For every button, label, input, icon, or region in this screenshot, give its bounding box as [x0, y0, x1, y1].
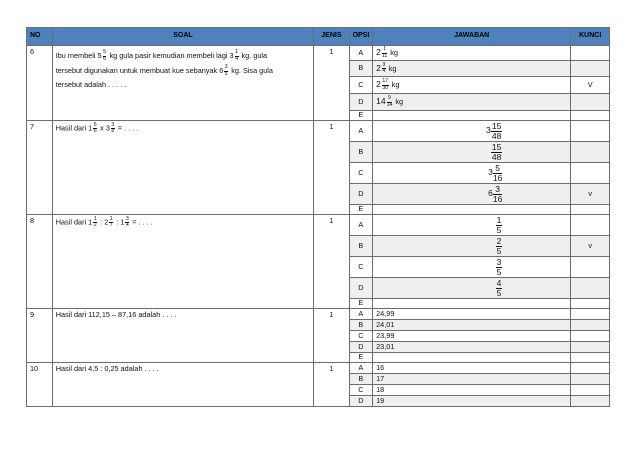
answer-key	[571, 353, 610, 363]
answer-key	[571, 257, 610, 278]
question-text: Hasil dari 112,15 – 87,16 adalah . . . .	[52, 309, 313, 363]
question-text: Ibu membeli 5 $\frac{5}{6}$ kg gula pasir kemudian membeli lagi 3 $\frac{1}{4}$ kg. gula tersebut digunakan untuk membuat kue sebanyak 6 $\frac{3}{5}$ kg. Sisa gula tersebut adalah . . . . .	[52, 46, 313, 121]
question-type: 1	[314, 215, 349, 309]
answer-key: V	[571, 77, 610, 94]
answer-key	[571, 61, 610, 77]
answer-cell: 14 $\frac{9}{14}$ kg	[373, 94, 571, 111]
option-label: D	[349, 184, 373, 205]
option-label: D	[349, 396, 373, 407]
answer-cell	[373, 353, 571, 363]
option-label: D	[349, 94, 373, 111]
table-row	[27, 121, 610, 142]
option-label: E	[349, 353, 373, 363]
header-opsi: OPSI	[349, 28, 373, 46]
question-type: 1	[314, 363, 349, 407]
question-type: 1	[314, 121, 349, 215]
option-label: A	[349, 363, 373, 374]
header-no: NO	[27, 28, 53, 46]
option-label: C	[349, 163, 373, 184]
answer-cell: 23,99	[373, 331, 571, 342]
answer-key	[571, 331, 610, 342]
option-label: A	[349, 215, 373, 236]
answer-cell: 19	[373, 396, 571, 407]
answer-cell	[373, 111, 571, 121]
option-label: B	[349, 320, 373, 331]
question-number: 9	[27, 309, 53, 363]
header-kunci: KUNCI	[571, 28, 610, 46]
option-label: C	[349, 257, 373, 278]
question-type: 1	[314, 46, 349, 121]
answer-key	[571, 320, 610, 331]
table-row	[27, 215, 610, 236]
answer-key	[571, 342, 610, 353]
answer-cell: 2 $\frac{3}{4}$ kg	[373, 61, 571, 77]
question-text: Hasil dari 4,5 : 0,25 adalah . . . .	[52, 363, 313, 407]
option-label: A	[349, 121, 373, 142]
answer-key	[571, 121, 610, 142]
option-label: E	[349, 205, 373, 215]
answer-key: v	[571, 236, 610, 257]
answer-cell	[373, 205, 571, 215]
answer-key	[571, 142, 610, 163]
answer-key	[571, 111, 610, 121]
answer-key	[571, 299, 610, 309]
answer-cell: 18	[373, 385, 571, 396]
header-soal: SOAL	[52, 28, 313, 46]
option-label: D	[349, 342, 373, 353]
table-row	[27, 309, 610, 320]
answer-cell: 24,99	[373, 309, 571, 320]
answer-cell: 3 5 16	[373, 163, 571, 184]
answer-key	[571, 309, 610, 320]
answer-cell: 3 15 48	[373, 121, 571, 142]
header-jenis: JENIS	[314, 28, 349, 46]
answer-key	[571, 46, 610, 61]
option-label: C	[349, 385, 373, 396]
answer-cell: 24,01	[373, 320, 571, 331]
option-label: C	[349, 331, 373, 342]
option-label: B	[349, 142, 373, 163]
answer-cell: 15 48	[373, 142, 571, 163]
question-table	[26, 27, 610, 407]
answer-cell: 16	[373, 363, 571, 374]
answer-cell: 17	[373, 374, 571, 385]
option-label: B	[349, 236, 373, 257]
question-number: 8	[27, 215, 53, 309]
answer-key	[571, 278, 610, 299]
answer-key: v	[571, 184, 610, 205]
answer-key	[571, 163, 610, 184]
header-jawaban: JAWABAN	[373, 28, 571, 46]
answer-key	[571, 396, 610, 407]
question-text: Hasil dari 1 $\frac{5}{6}$ x 3 $\frac{3}{8}$ = . . . .	[52, 121, 313, 215]
answer-key	[571, 363, 610, 374]
question-number: 7	[27, 121, 53, 215]
answer-cell: 23,01	[373, 342, 571, 353]
option-label: B	[349, 374, 373, 385]
option-label: E	[349, 299, 373, 309]
answer-cell: $\frac{2}{5}$	[373, 236, 571, 257]
table-row	[27, 363, 610, 374]
question-number: 6	[27, 46, 53, 121]
table-header-row	[27, 28, 610, 46]
answer-cell: 2 $\frac{17}{30}$ kg	[373, 77, 571, 94]
table-row	[27, 46, 610, 61]
answer-key	[571, 94, 610, 111]
option-label: C	[349, 77, 373, 94]
answer-cell	[373, 299, 571, 309]
answer-cell: $\frac{1}{5}$	[373, 215, 571, 236]
answer-key	[571, 374, 610, 385]
option-label: E	[349, 111, 373, 121]
answer-key	[571, 215, 610, 236]
question-text: Hasil dari 1 $\frac{1}{2}$ : 2 $\frac{1}{7}$ : 1 $\frac{3}{4}$ = . . . .	[52, 215, 313, 309]
option-label: A	[349, 309, 373, 320]
answer-key	[571, 205, 610, 215]
question-number: 10	[27, 363, 53, 407]
answer-key	[571, 385, 610, 396]
answer-cell: 2 $\frac{1}{11}$ kg	[373, 46, 571, 61]
answer-cell: $\frac{4}{5}$	[373, 278, 571, 299]
option-label: D	[349, 278, 373, 299]
answer-cell: $\frac{3}{5}$	[373, 257, 571, 278]
option-label: A	[349, 46, 373, 61]
answer-cell: 6 3 16	[373, 184, 571, 205]
question-type: 1	[314, 309, 349, 363]
option-label: B	[349, 61, 373, 77]
